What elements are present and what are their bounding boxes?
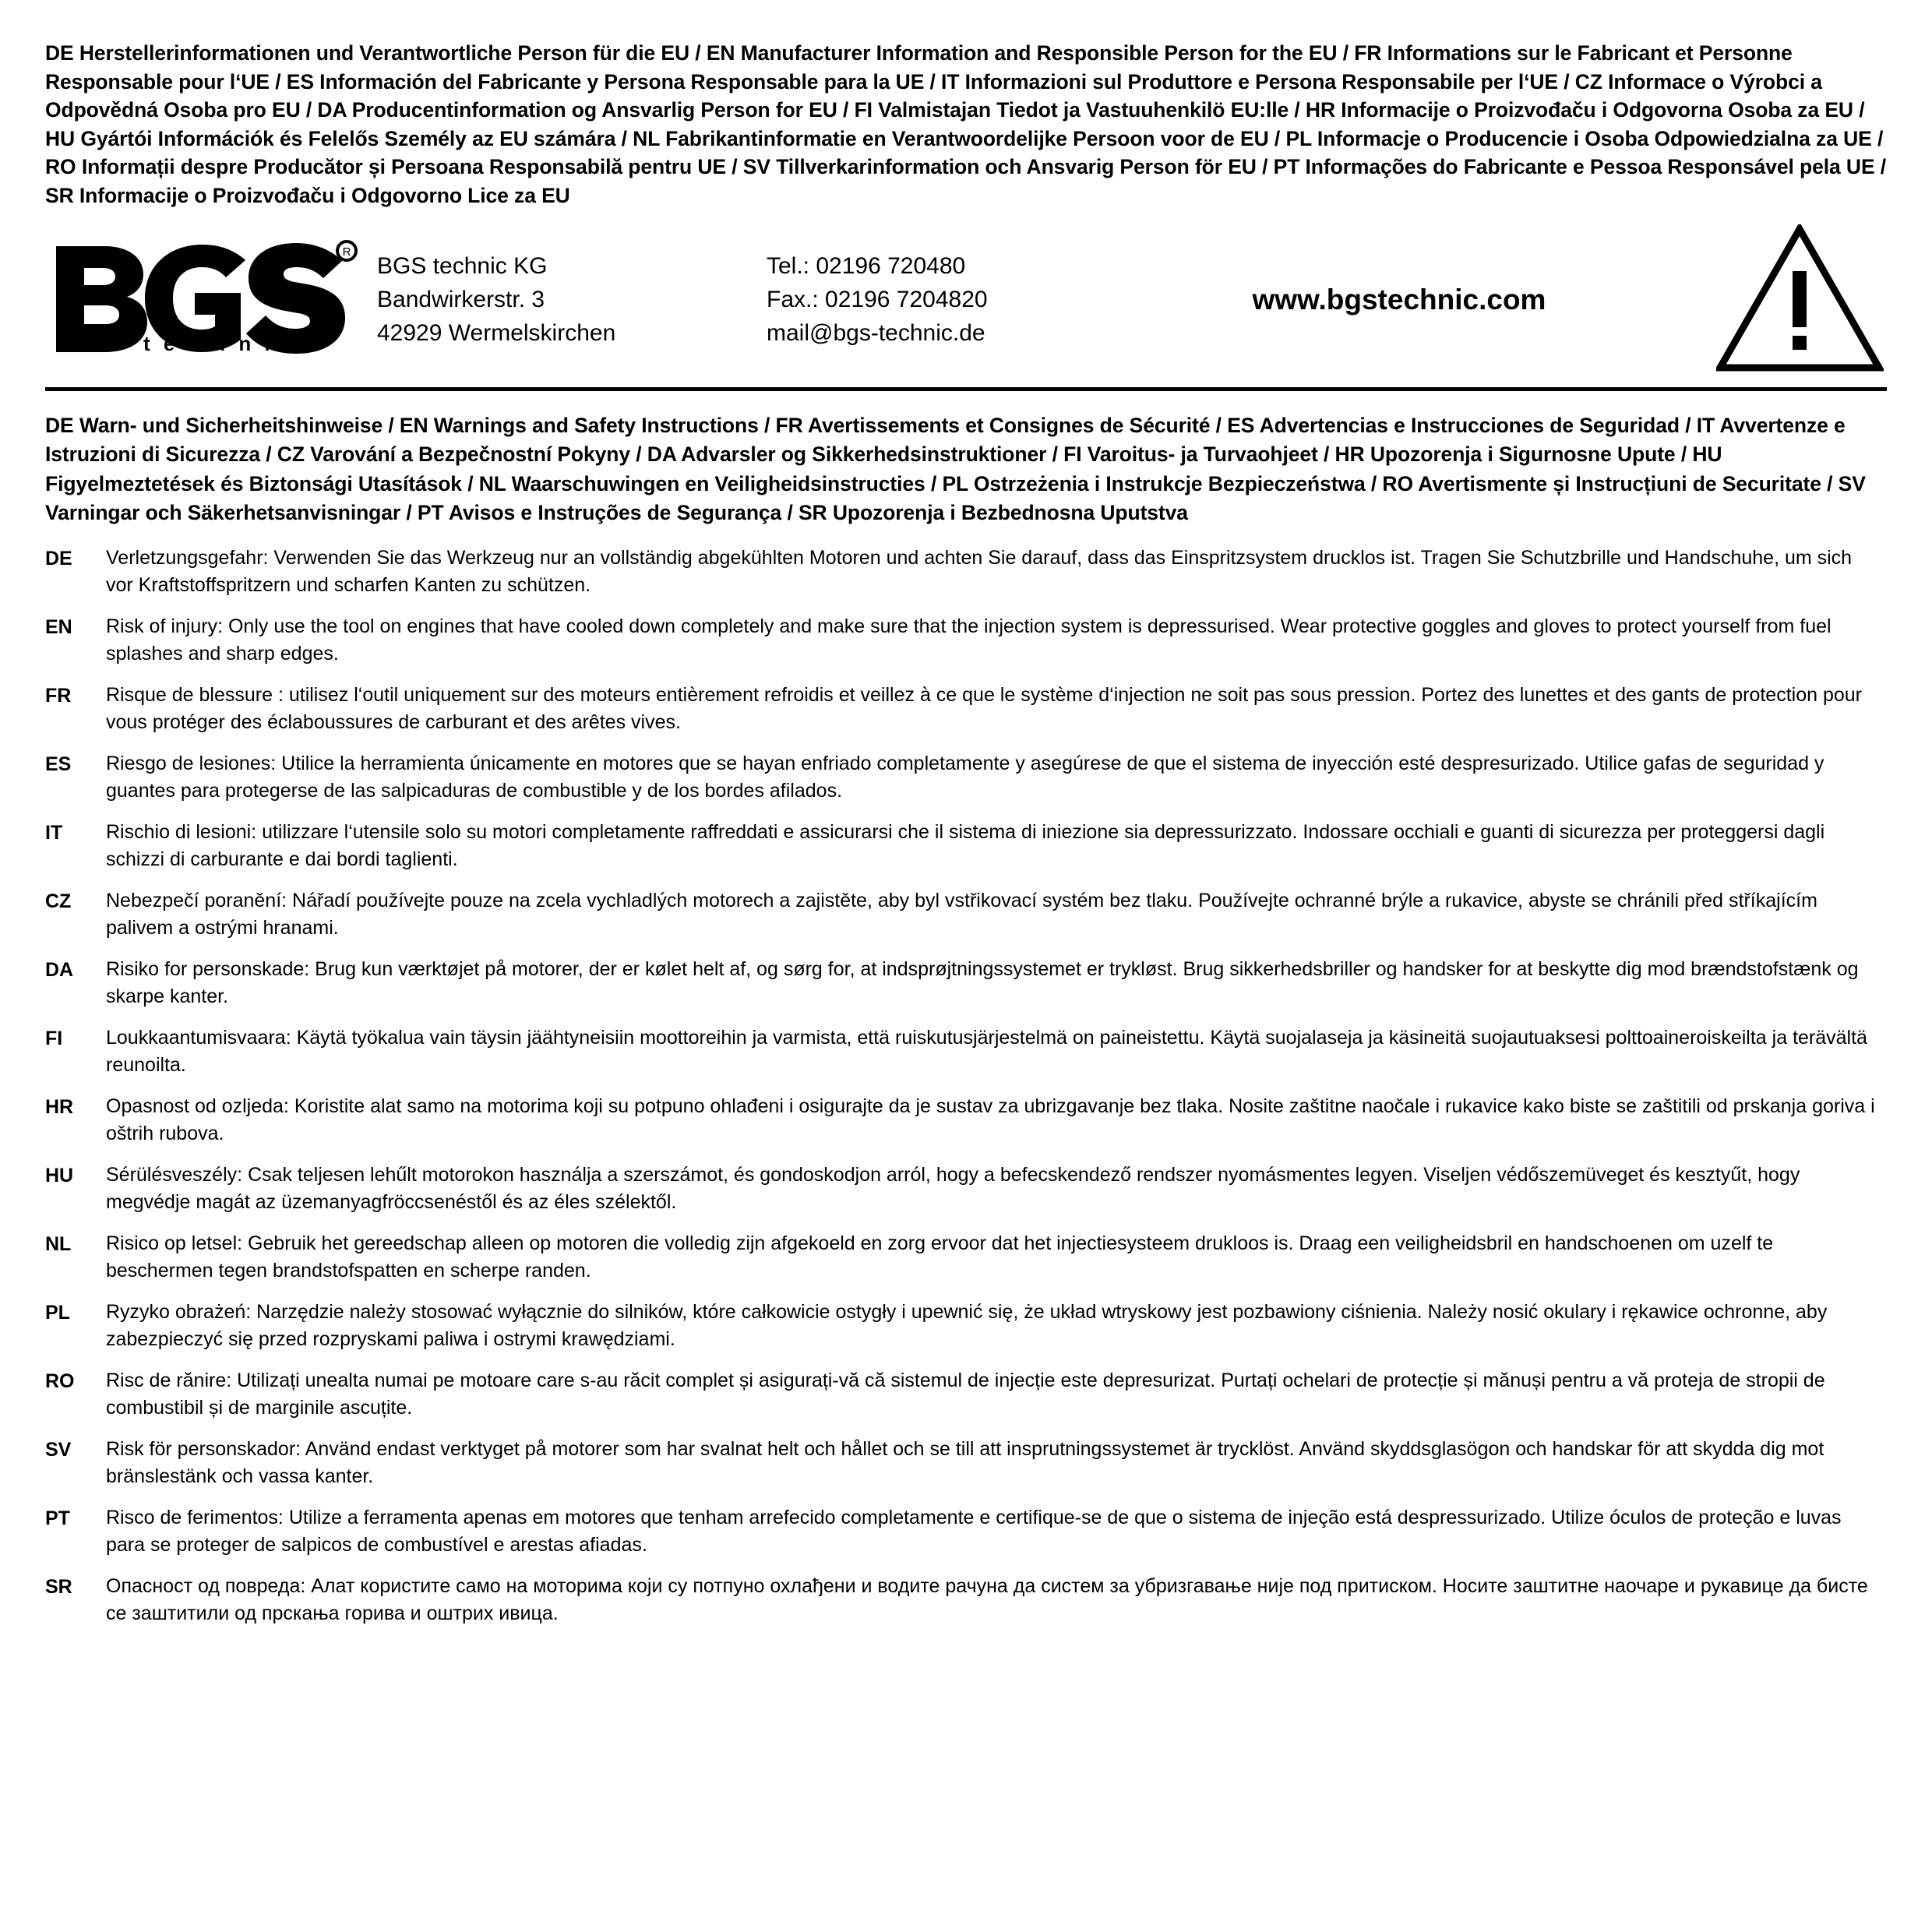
instruction-text: Nebezpečí poranění: Nářadí používejte pouze na zcela vychladlých motorech a zajistěte, aby byl vstřikovací systém bez tlaku. Používejte ochranné brýle a rukavice, abyste se chránili před stříkajícím palivem a ostrými hranami. [106,889,1817,940]
company-name: BGS technic KG [377,253,548,280]
language-code: DE [45,547,72,569]
instruction-row-fr [45,682,1887,737]
instruction-row-es [45,750,1887,806]
instruction-row-hr [45,1093,1887,1148]
instruction-text: Opasnost od ozljeda: Koristite alat samo na motorima koji su potpuno ohlađeni i osigurajte da je sustav za ubrizgavanje bez tlaka. Nosite zaštitne naočale i rukavice kako biste se zaštitili od prskanja goriva i oštrih rubova. [106,1095,1875,1145]
company-street: Bandwirkerstr. 3 [377,287,545,313]
instruction-row-fi [45,1024,1887,1080]
language-code: HU [45,1164,74,1186]
company-fax: Fax.: 02196 7204820 [767,287,988,313]
instruction-row-hu [45,1162,1887,1217]
company-website: www.bgstechnic.com [1252,284,1546,316]
instruction-row-sv [45,1436,1887,1491]
language-code: FR [45,684,72,707]
language-code: NL [45,1232,72,1255]
svg-text:t e c h n i c: t e c h n i c [143,332,299,356]
instruction-text: Riesgo de lesiones: Utilice la herramienta únicamente en motores que se hayan enfriado completamente y asegúrese de que el sistema de inyección esté despresurizado. Utilice gafas de seguridad y guantes para protegerse de las salpicaduras de combustible y de los bordes afilados. [106,752,1824,802]
instruction-row-nl [45,1230,1887,1285]
instruction-row-da [45,956,1887,1011]
language-code: SV [45,1438,72,1461]
instruction-text: Loukkaantumisvaara: Käytä työkalua vain täysin jäähtyneisiin moottoreihin ja varmista, että ruiskutusjärjestelmä on paineistettu. Käytä suojalaseja ja käsineitä suojautuaksesi polttoaineroiskeilta ja terävältä reunoilta. [106,1026,1867,1077]
instruction-row-it [45,819,1887,874]
instruction-text: Rischio di lesioni: utilizzare l‘utensile solo su motori completamente raffreddati e assicurarsi che il sistema di iniezione sia depressurizzato. Indossare occhiali e guanti di sicurezza per proteggersi dagli schizzi di carburante e dai bordi taglienti. [106,820,1825,871]
manufacturer-info-heading: DE Herstellerinformationen und Verantwortliche Person für die EU / EN Manufacturer Information and Responsible Person for the EU / FR Informations sur le Fabricant et Personne Responsable pour l‘UE / ES Información del Fabricante y Persona Responsable para la UE / IT Informazioni sul Produttore e Persona Responsabile per l‘UE / CZ Informace o Výrobci a Odpovědná Osoba pro EU / DA Producentinformation og Ansvarlig Person for EU / FI Valmistajan Tiedot ja Vastuuhenkilö EU:lle / HR Informacije o Proizvođaču i Odgovorna Osoba za EU / HU Gyártói Információk és Felelős Személy az EU számára / NL Fabrikantinformatie en Verantwoordelijke Persoon voor de EU / PL Informacje o Producencie i Osoba Odpowiedzialna za UE / RO Informații despre Producător și Persoana Responsabilă pentru UE / SV Tillverkarinformation och Ansvarig Person för EU / PT Informações do Fabricante e Pessoa Responsável pela UE / SR Informacije o Proizvođaču i Odgovorno Lice za EU [45,41,1887,207]
language-code: SR [45,1575,72,1598]
instruction-text: Опасност од повреда: Алат користите само на моторима који су потпуно охлађени и водите рачуна да систем за убризгавање није под притиском. Носите заштитне наочаре и рукавице да бисте се заштитили од прскања горива и оштрих ивица. [106,1574,1868,1625]
instruction-row-sr [45,1573,1887,1628]
company-contact [767,247,1094,350]
language-code: FI [45,1027,63,1049]
instruction-row-pl [45,1299,1887,1354]
company-tel: Tel.: 02196 720480 [767,253,966,280]
bgs-logo [45,240,377,357]
company-email: mail@bgs-technic.de [767,319,985,346]
instruction-row-pt [45,1504,1887,1560]
company-city: 42929 Wermelskirchen [377,319,616,346]
instruction-text: Risc de rănire: Utilizați unealta numai pe motoare care s-au răcit complet și asigurați-vă că sistemul de injecție este depresurizat. Purtați ochelari de protecție și mănuși pentru a vă proteja de stropii de combustibil și de marginile ascuțite. [106,1369,1825,1419]
company-band [45,220,1887,391]
instruction-row-ro [45,1367,1887,1423]
instruction-text: Risico op letsel: Gebruik het gereedschap alleen op motoren die volledig zijn afgekoeld en zorg ervoor dat het injectiesysteem drukloos is. Draag een veiligheidsbril en handschoenen om uzelf te beschermen tegen brandstofspatten en scherpe randen. [106,1232,1774,1282]
language-code: PL [45,1301,70,1324]
language-code: HR [45,1095,74,1118]
instructions-list [45,545,1887,1628]
instruction-text: Ryzyko obrażeń: Narzędzie należy stosować wyłącznie do silników, które całkowicie ostygły i upewnić się, że układ wtryskowy jest pozbawiony ciśnienia. Należy nosić okulary i rękawice ochronne, aby zabezpieczyć się przed rozpryskami paliwa i ostrymi krawędziami. [106,1300,1828,1351]
instruction-text: Risiko for personskade: Brug kun værktøjet på motorer, der er kølet helt af, og sørg for, at indsprøjtningssystemet er trykløst. Brug sikkerhedsbriller og handsker for at beskytte dig mod brændstofstænk og skarpe kanter. [106,957,1859,1008]
language-code: ES [45,753,72,775]
instruction-row-cz [45,887,1887,943]
warning-triangle-icon [1705,224,1887,372]
svg-text:R: R [342,245,351,259]
instruction-row-de [45,545,1887,600]
instruction-text: Risque de blessure : utilisez l‘outil uniquement sur des moteurs entièrement refroidis et veillez à ce que le système d‘injection ne soit pas sous pression. Portez des lunettes et des gants de protection pour vous protéger des éclaboussures de carburant et des arêtes vives. [106,683,1862,734]
instruction-row-en [45,613,1887,668]
instruction-text: Risk of injury: Only use the tool on engines that have cooled down completely and make sure that the injection system is depressurised. Wear protective goggles and gloves to protect yourself from fuel splashes and sharp edges. [106,615,1832,665]
language-code: CZ [45,890,72,912]
language-code: RO [45,1370,75,1392]
safety-instructions-heading: DE Warn- und Sicherheitshinweise / EN Warnings and Safety Instructions / FR Avertissements et Consignes de Sécurité / ES Advertencias e Instrucciones de Seguridad / IT Avvertenze e Istruzioni di Sicurezza / CZ Varování a Bezpečnostní Pokyny / DA Advarsler og Sikkerhedsinstruktioner / FI Varoitus- ja Turvaohjeet / HR Upozorenja i Sigurnosne Upute / HU Figyelmeztetések és Biztonsági Utasítások / NL Waarschuwingen en Veiligheidsinstructies / PL Ostrzeżenia i Instrukcje Bezpieczeństwa / RO Avertismente și Instrucțiuni de Securitate / SV Varningar och Säkerhetsanvisningar / PT Avisos e Instruções de Segurança / SR Upozorenja i Bezbednosna Uputstva [45,414,1866,524]
instruction-text: Risco de ferimentos: Utilize a ferramenta apenas em motores que tenham arrefecido completamente e certifique-se de que o sistema de injeção está despressurizado. Utilize óculos de proteção e luvas para se proteger de salpicos de combustível e arestas afiadas. [106,1506,1842,1557]
language-code: EN [45,615,72,638]
language-code: DA [45,958,74,981]
instruction-text: Sérülésveszély: Csak teljesen lehűlt motorokon használja a szerszámot, és gondoskodjon arról, hogy a befecskendező rendszer nyomásmentes legyen. Viseljen védőszemüveget és kesztyűt, hogy megvédje magát az üzemanyagfröccsenéstől és az éles szélektől. [106,1163,1800,1214]
company-address [377,247,767,350]
language-code: IT [45,821,63,844]
instruction-text: Verletzungsgefahr: Verwenden Sie das Werkzeug nur an vollständig abgekühlten Motoren und achten Sie darauf, dass das Einspritzsystem drucklos ist. Tragen Sie Schutzbrille und Handschuhe, um sich vor Kraftstoffspritzern und scharfen Kanten zu schützen. [106,546,1853,597]
language-code: PT [45,1507,70,1529]
instruction-text: Risk för personskador: Använd endast verktyget på motorer som har svalnat helt och hållet och se till att insprutningssystemet är trycklöst. Använd skyddsglasögon och handskar för att skydda dig mot bränslestänk och vassa kanter. [106,1437,1824,1488]
